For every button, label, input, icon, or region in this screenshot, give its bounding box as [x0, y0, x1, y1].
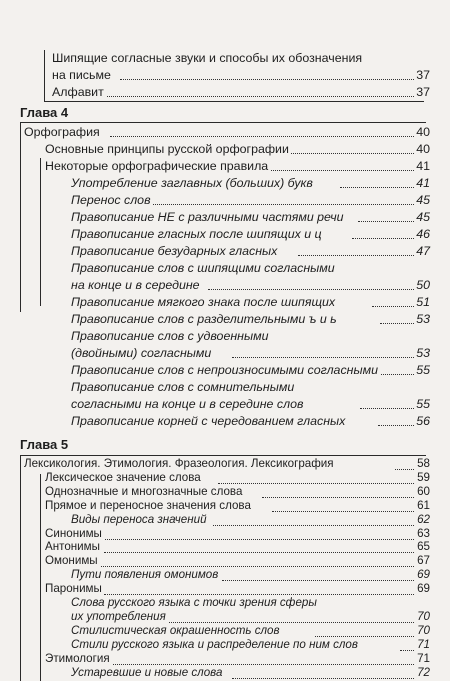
- toc-entry: Лексическое значение слова 59: [0, 471, 450, 485]
- toc-entry: Употребление заглавных (больших) букв 41: [0, 175, 450, 192]
- toc-entry: Правописание слов с разделительными ъ и ь 53: [0, 311, 450, 328]
- page-number: 59: [417, 470, 430, 484]
- page-number: 70: [417, 609, 430, 623]
- toc-entry: Правописание слов с шипящими согласными: [71, 261, 335, 275]
- toc-entry: согласными на конце и в середине слов 55: [0, 396, 450, 413]
- section-rule: [44, 101, 424, 102]
- page-number: 37: [416, 68, 430, 82]
- toc-entry: Омонимы 67: [0, 554, 450, 568]
- page-number: 67: [417, 554, 430, 568]
- page-number: 40: [416, 142, 430, 156]
- toc-entry: Стилистическая окрашенность слов 70: [0, 624, 450, 638]
- chapter-heading: Глава 5: [20, 437, 69, 452]
- toc-entry: Правописание мягкого знака после шипящих 51: [0, 294, 450, 311]
- toc-entry: Этимология 71: [0, 652, 450, 666]
- toc-entry: Основные принципы русской орфографии 40: [0, 141, 450, 158]
- toc-entry: Устаревшие и новые слова 72: [0, 666, 450, 680]
- page-number: 55: [416, 397, 430, 411]
- page-number: 62: [417, 512, 430, 526]
- chapter-rule: [20, 455, 426, 456]
- page-number: 60: [417, 484, 430, 498]
- page-number: 63: [417, 526, 430, 540]
- toc-entry: Правописание гласных после шипящих и ц 46: [0, 226, 450, 243]
- toc-entry: Синонимы 63: [0, 527, 450, 541]
- toc-entry: Алфавит 37: [0, 84, 450, 101]
- page-number: 71: [417, 637, 430, 651]
- page-number: 47: [416, 244, 430, 258]
- page-number: 41: [416, 176, 430, 190]
- chapter-heading: Глава 4: [20, 105, 69, 120]
- toc-entry: Орфография 40: [0, 124, 450, 141]
- toc-entry: Правописание корней с чередованием гласных 56: [0, 413, 450, 430]
- page-number: 65: [417, 540, 430, 554]
- page-number: 53: [416, 346, 430, 360]
- page-number: 41: [416, 159, 430, 173]
- page-number: 58: [417, 457, 430, 470]
- toc-entry: Паронимы 69: [0, 582, 450, 596]
- page-number: 37: [416, 85, 430, 99]
- page-number: 69: [417, 568, 430, 582]
- page-number: 40: [416, 125, 430, 139]
- toc-entry: Правописание безударных гласных 47: [0, 243, 450, 260]
- page-number: 51: [416, 295, 430, 309]
- toc-entry: Слова русского языка с точки зрения сферы: [71, 596, 317, 609]
- page-number: 45: [416, 193, 430, 207]
- toc-entry: Некоторые орфографические правила 41: [0, 158, 450, 175]
- toc-entry: Стили русского языка и распределение по ним слов 71: [0, 638, 450, 652]
- page-number: 69: [417, 582, 430, 596]
- bracket-line: [44, 50, 45, 101]
- page-number: 53: [416, 312, 430, 326]
- toc-entry: Однозначные и многозначные слова 60: [0, 485, 450, 499]
- toc-entry: Правописание слов с непроизносимыми согласными 55: [0, 362, 450, 379]
- toc-entry: Пути появления омонимов 69: [0, 568, 450, 582]
- toc-entry: Правописание НЕ с различными частями речи 45: [0, 209, 450, 226]
- toc-entry: (двойными) согласными 53: [0, 345, 450, 362]
- toc-entry: Виды переноса значений 62: [0, 513, 450, 527]
- page-number: 45: [416, 210, 430, 224]
- toc-entry: на конце и в середине 50: [0, 277, 450, 294]
- toc-entry: на письме 37: [0, 67, 450, 84]
- toc-entry: Шипящие согласные звуки и способы их обозначения: [52, 51, 363, 65]
- toc-entry: Антонимы 65: [0, 540, 450, 554]
- page-number: 72: [417, 665, 430, 679]
- page-number: 70: [417, 623, 430, 637]
- page-number: 71: [417, 651, 430, 665]
- toc-entry: Перенос слов 45: [0, 192, 450, 209]
- chapter-rule: [20, 122, 426, 123]
- toc-entry: Правописание слов с сомнительными: [71, 380, 295, 394]
- page-number: 56: [416, 414, 430, 428]
- toc-entry: их употребления 70: [0, 610, 450, 624]
- toc-entry: Правописание слов с удвоенными: [71, 329, 269, 343]
- page-number: 46: [416, 227, 430, 241]
- page-number: 61: [417, 498, 430, 512]
- page-number: 55: [416, 363, 430, 377]
- toc-entry: Прямое и переносное значения слова 61: [0, 499, 450, 513]
- toc-entry: Лексикология. Этимология. Фразеология. Лексикография 58: [0, 457, 450, 471]
- page-number: 50: [416, 278, 430, 292]
